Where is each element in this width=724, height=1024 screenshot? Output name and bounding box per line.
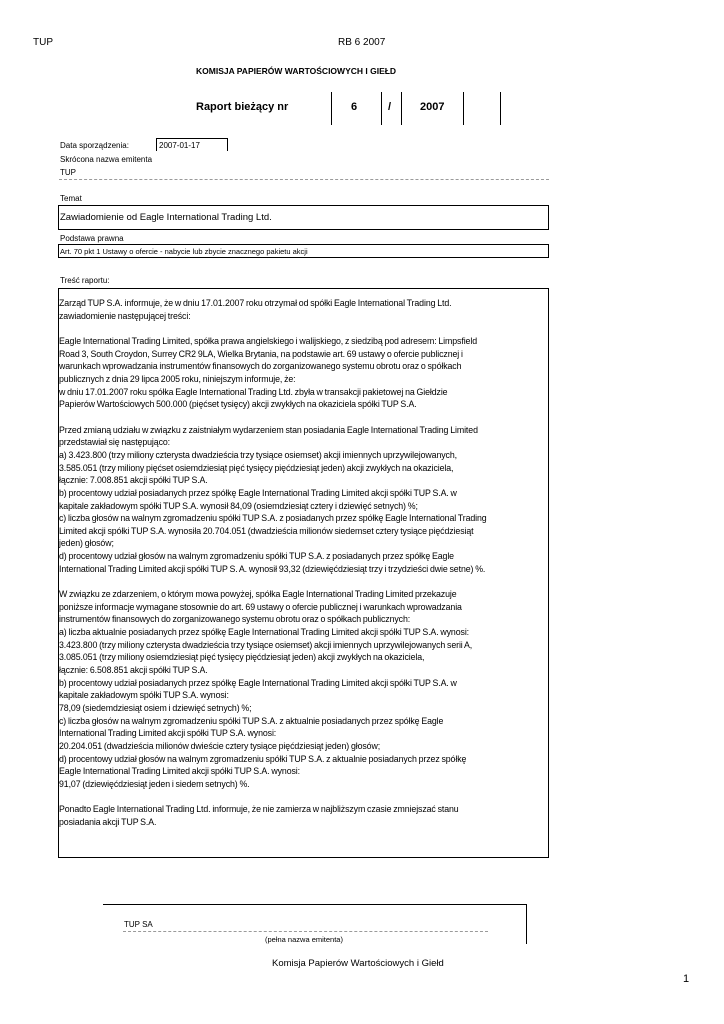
commission-title: KOMISJA PAPIERÓW WARTOŚCIOWYCH I GIEŁD (196, 66, 397, 76)
legal-basis-value: Art. 70 pkt 1 Ustawy o ofercie - nabycie lub zbycie znacznego pakietu akcji (60, 247, 308, 256)
issuer-full-name: TUP SA (124, 920, 153, 929)
header-issuer: TUP (33, 37, 53, 48)
date-label: Data sporządzenia: (60, 141, 129, 150)
report-content-text: Zarząd TUP S.A. informuje, że w dniu 17.01.2007 roku otrzymał od spółki Eagle International Trading Ltd. zawiadomienie następującej treści: Eagle International Trading Limited, spółka prawa angielskiego i walijskiego, z siedzibą pod adresem: Limpsfield Road 3, South Croydon, Surrey CR2 9LA, Wielka Brytania, na podstawie art. 69 ustawy o ofercie publicznej i warunkach wprowadzania instrumentów finansowych do zorganizowanego systemu obrotu oraz o spółkach publicznych z dnia 29 lipca 2005 roku, niniejszym informuje, że: w dniu 17.01.2007 roku spółka Eagle International Trading Ltd. zbyła w transakcji pakietowej na Giełdzie Papierów Wartościowych 500.000 (pięćset tysięcy) akcji zwykłych na okaziciela spółki TUP S.A. Przed zmianą udziału w związku z zaistniałym wydarzeniem stan posiadania Eagle International Trading Limited przedstawiał się następująco: a) 3.423.800 (trzy miliony czterysta dwadzieścia trzy tysiące osiemset) akcji imiennych uprzywilejowanych, 3.585.051 (trzy miliony pięćset osiemdziesiąt pięć tysięcy pięćdziesiąt jeden) akcji zwykłych na okaziciela, łącznie: 7.008.851 akcji spółki TUP S.A. b) procentowy udział posiadanych przez spółkę Eagle International Trading Limited akcji spółki TUP S.A. w kapitale zakładowym spółki TUP S.A. wynosił 84,09 (osiemdziesiąt cztery i dziewięć setnych) %; c) liczba głosów na walnym zgromadzeniu spółki TUP S.A. z posiadanych przez spółkę Eagle International Trading Limited akcji spółki TUP S.A. wynosiła 20.704.051 (dwadzieścia milionów siedemset cztery tysiące pięćdziesiąt jeden) głosów; d) procentowy udział głosów na walnym zgromadzeniu spółki TUP S.A. z posiadanych przez spółkę Eagle International Trading Limited akcji spółki TUP S. A. wynosił 93,32 (dziewięćdziesiąt trzy i trzydzieści dwie setne) %. W związku ze zdarzeniem, o którym mowa powyżej, spółka Eagle International Trading Limited przekazuje poniższe informacje wymagane stosownie do art. 69 ustawy o ofercie publicznej i warunkach wprowadzania instrumentów finansowych do zorganizowanego systemu obrotu oraz o spółkach publicznych: a) liczba aktualnie posiadanych przez spółkę Eagle International Trading Limited akcji spółki TUP S.A. wynosi: 3.423.800 (trzy miliony czterysta dwadzieścia trzy tysiące osiemset) akcji imiennych uprzywilejowanych serii A, 3.085.051 (trzy miliony osiemdziesiąt pięć tysięcy pięćdziesiąt jeden) akcji zwykłych na okaziciela, łącznie: 6.508.851 akcji spółki TUP S.A. b) procentowy udział posiadanych przez spółkę Eagle International Trading Limited akcji spółki TUP S.A. w kapitale zakładowym spółki TUP S.A. wynosi: 78,09 (siedemdziesiąt osiem i dziewięć setnych) %; c) liczba głosów na walnym zgromadzeniu spółki TUP S.A. z aktualnie posiadanych przez spółkę Eagle International Trading Limited akcji spółki TUP S.A. wynosi: 20.204.051 (dwadzieścia milionów dwieście cztery tysiące pięćdziesiąt jeden) głosów; d) procentowy udział głosów na walnym zgromadzeniu spółki TUP S.A. z aktualnie posiadanych przez spółkę Eagle International Trading Limited akcji spółki TUP S.A. wynosi: 91,07 (dziewięćdziesiąt jeden i siedem setnych) %. Ponadto Eagle International Trading Ltd. informuje, że nie zamierza w najbliższym czasie zmniejszać stanu posiadania akcji TUP S.A. (59, 298, 487, 827)
report-separator: / (388, 101, 392, 113)
date-value: 2007-01-17 (159, 141, 200, 150)
legal-basis-label: Podstawa prawna (60, 234, 124, 243)
subject-value: Zawiadomienie od Eagle International Trading Ltd. (60, 212, 272, 223)
issuer-full-caption: (pełna nazwa emitenta) (265, 935, 343, 944)
report-year: 2007 (420, 101, 445, 113)
legal-basis-box (58, 244, 549, 258)
subject-label: Temat (60, 194, 82, 203)
date-box (156, 138, 228, 151)
content-label: Treść raportu: (60, 276, 110, 285)
issuer-short-label: Skrócona nazwa emitenta (60, 155, 153, 164)
report-label: Raport bieżący nr (196, 101, 289, 113)
report-number: 6 (351, 101, 358, 113)
header-report-code: RB 6 2007 (338, 37, 386, 48)
footer-commission: Komisja Papierów Wartościowych i Giełd (272, 958, 444, 969)
subject-box (58, 205, 549, 230)
page-number: 1 (683, 973, 690, 985)
issuer-short-value: TUP (60, 168, 76, 177)
